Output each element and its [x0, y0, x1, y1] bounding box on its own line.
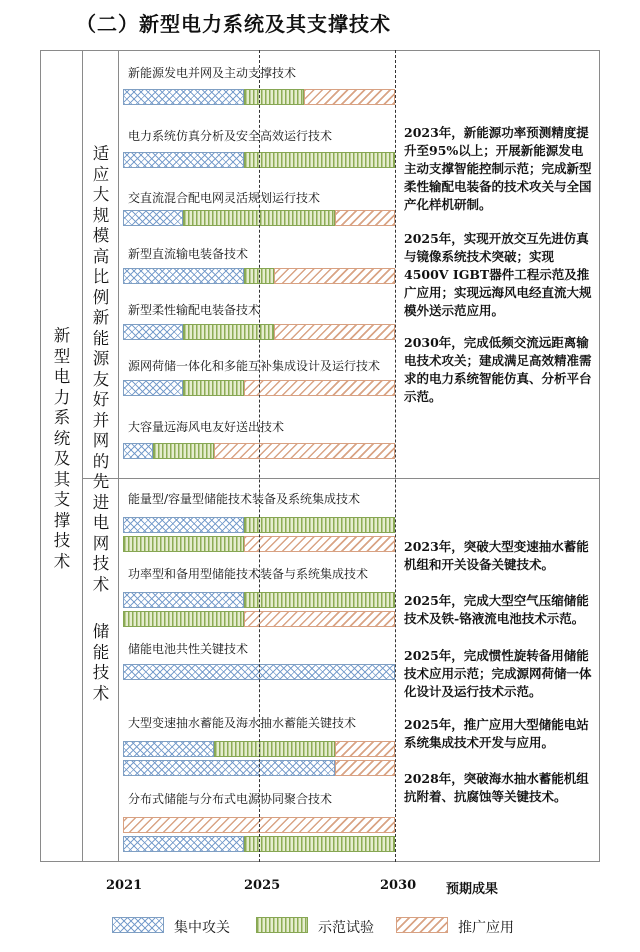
legend-label-focused: 集中攻关 [174, 920, 230, 936]
bar-segment-focused-research [123, 89, 244, 105]
bar-segment-demonstration-trial [123, 611, 244, 627]
task-label: 大型变速抽水蓄能及海水抽水蓄能关键技术 [128, 716, 357, 730]
bar-segment-demonstration-trial [123, 536, 244, 552]
gridline-2030 [395, 50, 396, 862]
task-label: 分布式储能与分布式电源协同聚合技术 [128, 792, 333, 806]
legend-label-promotion: 推广应用 [458, 920, 514, 936]
bar-segment-promotion [244, 380, 395, 396]
bar-segment-demonstration-trial [244, 517, 395, 533]
bar-segment-focused-research [123, 210, 183, 226]
task-label: 能量型/容量型储能技术装备及系统集成技术 [128, 492, 361, 506]
bar-segment-focused-research [123, 268, 244, 284]
bar-segment-demonstration-trial [244, 152, 395, 168]
result-storage-4: 2025年，推广应用大型储能电站系统集成技术开发与应用。 [404, 717, 589, 750]
bar-segment-promotion [274, 324, 395, 340]
legend-swatch-demo [256, 917, 308, 933]
legend-swatch-promotion [396, 917, 448, 933]
bar-segment-demonstration-trial [244, 89, 304, 105]
task-label: 交直流混合配电网灵活规划运行技术 [128, 191, 321, 205]
bar-segment-promotion [214, 443, 395, 459]
axis-results-label: 预期成果 [446, 882, 499, 897]
task-label: 储能电池共性关键技术 [128, 642, 249, 656]
result-grid-3: 2030年，完成低频交流远距离输电技术攻关；建成满足高效精准需求的电力系统智能仿真、分析平台示范。 [404, 335, 592, 404]
bar-segment-demonstration-trial [153, 443, 213, 459]
bar-segment-demonstration-trial [244, 836, 395, 852]
axis-year-2030: 2030 [380, 878, 417, 893]
result-grid-1: 2023年，新能源功率预测精度提升至95%以上；开展新能源发电主动支撑智能控制示范；完成新型柔性输配电装备的技术攻关与全国产化样机研制。 [404, 125, 592, 212]
bar-segment-focused-research [123, 324, 183, 340]
gridline-2025 [259, 50, 260, 862]
bar-segment-promotion [335, 760, 395, 776]
section-separator [82, 478, 600, 479]
task-label: 源网荷储一体化和多能互补集成设计及运行技术 [128, 359, 381, 373]
section-divider [118, 50, 119, 862]
bar-segment-focused-research [123, 517, 244, 533]
bar-segment-promotion [244, 611, 395, 627]
result-grid-2: 2025年，实现开放交互先进仿真与镜像系统技术突破；实现4500V IGBT器件工程示范及推广应用；实现远海风电经直流大规模外送示范应用。 [404, 231, 592, 318]
section-title-storage: 储能技术 [92, 622, 110, 703]
bar-segment-focused-research [123, 592, 244, 608]
bar-segment-promotion [304, 89, 395, 105]
bar-segment-focused-research [123, 152, 244, 168]
result-storage-1: 2023年，突破大型变速抽水蓄能机组和开关设备关键技术。 [404, 539, 589, 572]
page-heading: （二）新型电力系统及其支撑技术 [76, 12, 391, 36]
bar-segment-demonstration-trial [183, 380, 243, 396]
bar-segment-promotion [335, 210, 395, 226]
axis-year-2025: 2025 [244, 878, 281, 893]
bar-segment-promotion [274, 268, 395, 284]
task-label: 新型柔性输配电装备技术 [128, 303, 261, 317]
category-divider [82, 50, 83, 862]
axis-year-2021: 2021 [106, 878, 143, 893]
category-label: 新型电力系统及其支撑技术 [53, 326, 71, 571]
bar-segment-focused-research [123, 443, 153, 459]
task-label: 新能源发电并网及主动支撑技术 [128, 66, 297, 80]
section-title-grid: 适应大规模高比例新能源友好并网的先进电网技术 [92, 144, 110, 594]
bar-segment-demonstration-trial [183, 324, 274, 340]
result-storage-3: 2025年，完成惯性旋转备用储能技术应用示范；完成源网荷储一体化设计及运行技术示范。 [404, 648, 592, 699]
bar-segment-focused-research [123, 741, 214, 757]
bar-segment-focused-research [123, 760, 335, 776]
bar-segment-promotion [335, 741, 395, 757]
bar-segment-focused-research [123, 836, 244, 852]
legend-label-demo: 示范试验 [318, 920, 374, 936]
bar-segment-demonstration-trial [214, 741, 335, 757]
legend-swatch-focused [112, 917, 164, 933]
task-label: 新型直流输电装备技术 [128, 247, 249, 261]
bar-segment-promotion [244, 536, 395, 552]
task-label: 大容量远海风电友好送出技术 [128, 420, 285, 434]
result-storage-5: 2028年，突破海水抽水蓄能机组抗附着、抗腐蚀等关键技术。 [404, 771, 589, 804]
result-storage-2: 2025年，完成大型空气压缩储能技术及铁-铬液流电池技术示范。 [404, 593, 589, 626]
task-label: 电力系统仿真分析及安全高效运行技术 [128, 129, 333, 143]
bar-segment-focused-research [123, 380, 183, 396]
task-label: 功率型和备用型储能技术装备与系统集成技术 [128, 567, 369, 581]
bar-segment-demonstration-trial [244, 592, 395, 608]
